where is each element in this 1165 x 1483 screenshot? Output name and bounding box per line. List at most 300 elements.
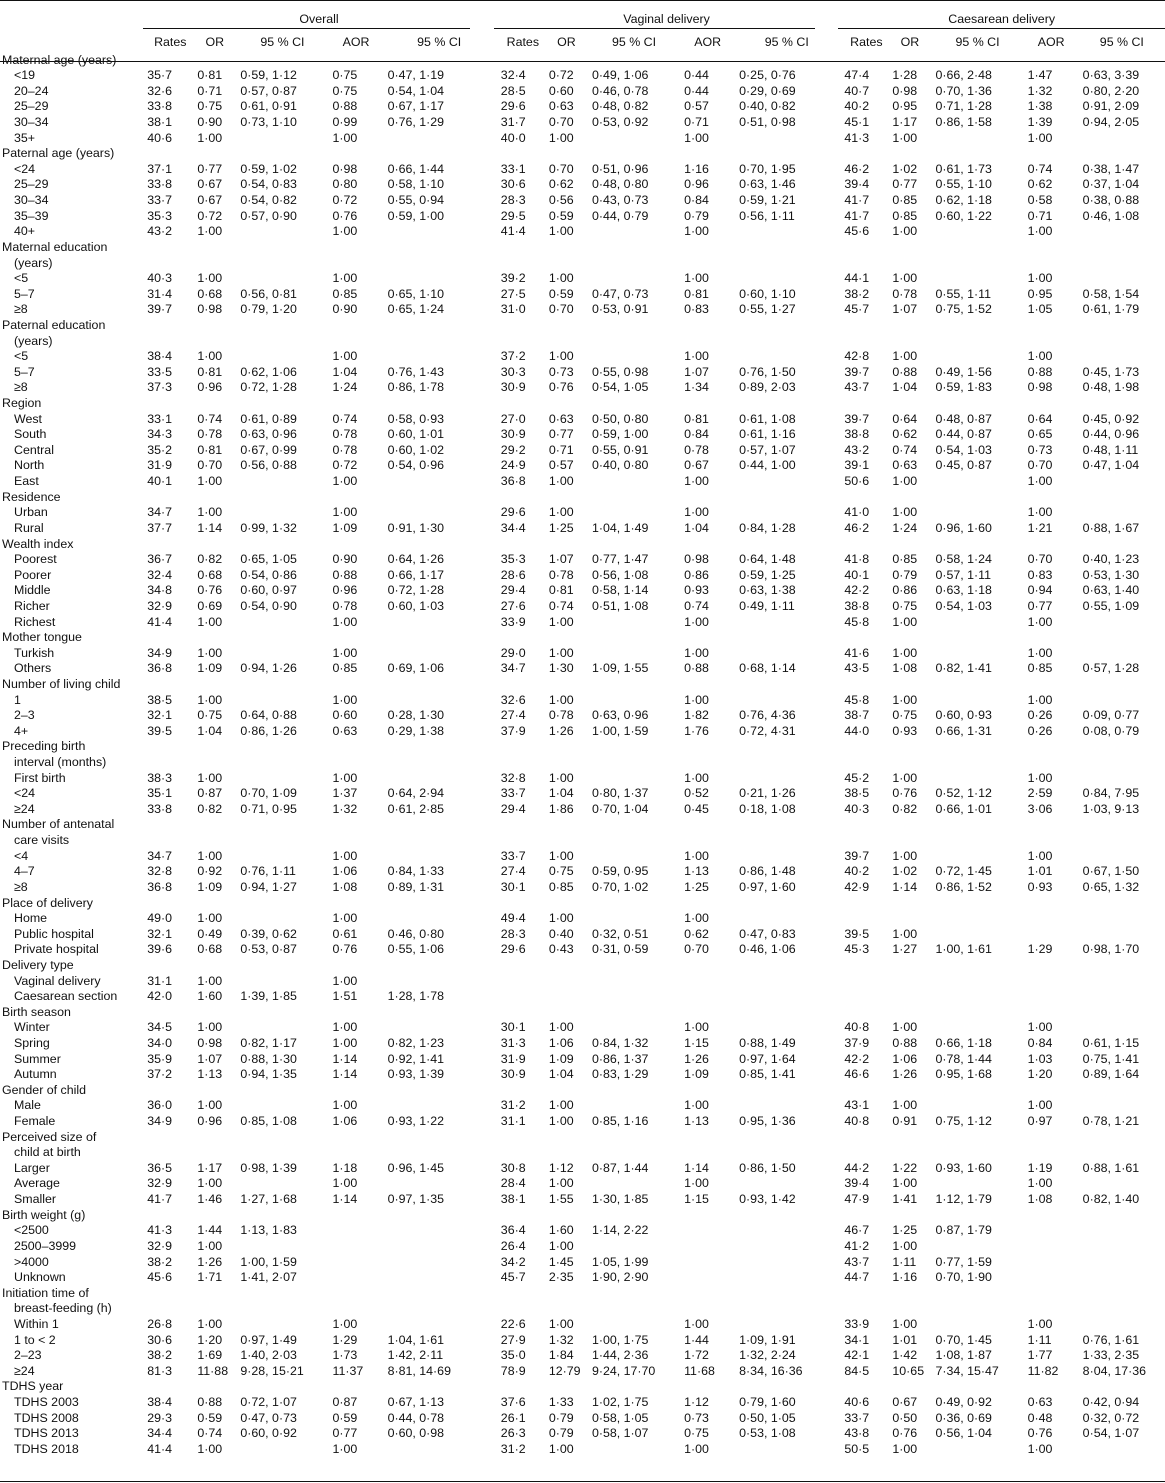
table-row	[0, 98, 1165, 114]
cell-vaginal-or: 1·00	[548, 271, 574, 286]
cell-vaginal-rates: 39·2	[500, 271, 526, 286]
row-label: 30–34	[14, 115, 49, 130]
cell-vaginal-ci: 0·70, 1·02	[591, 879, 649, 894]
cell-overall-ci: 0·54, 0·82	[240, 193, 297, 208]
cell-overall-aci: 0·46, 0·80	[387, 926, 445, 941]
cell-overall-rates: 35·3	[147, 208, 173, 223]
cell-vaginal-aor: 0·96	[684, 177, 709, 192]
cell-overall-or: 0·74	[197, 411, 223, 426]
cell-vaginal-or: 0·78	[548, 567, 574, 582]
cell-vaginal-ci: 1·09, 1·55	[591, 661, 649, 676]
cell-overall-rates: 35·2	[147, 442, 173, 457]
col-header-vaginal-or: OR	[557, 35, 576, 49]
table-row	[0, 988, 1165, 1004]
cell-overall-aor: 0·75	[332, 68, 358, 83]
cell-caesarean-aci	[1079, 925, 1165, 941]
cell-caesarean-or: 1·00	[892, 1441, 918, 1456]
cell-overall-aor: 1·00	[332, 848, 358, 863]
section-filler	[143, 535, 1165, 551]
cell-vaginal-or: 1·00	[548, 1176, 574, 1191]
cell-overall-ci: 0·99, 1·32	[240, 520, 297, 535]
cell-overall-rates: 33·1	[147, 411, 173, 426]
row-label: >4000	[14, 1254, 49, 1269]
row-label: TDHS 2003	[14, 1395, 79, 1410]
cell-overall-or: 0·96	[197, 1114, 223, 1129]
cell-vaginal-aci	[735, 769, 838, 785]
cell-caesarean-or: 1·00	[892, 505, 918, 520]
cell-vaginal-rates: 36·8	[500, 474, 526, 489]
cell-overall-ci: 0·70, 1·09	[240, 786, 297, 801]
cell-caesarean-or: 0·74	[892, 442, 918, 457]
cell-vaginal-or: 2·35	[548, 1270, 574, 1285]
cell-caesarean-ci	[931, 1315, 1023, 1331]
cell-caesarean-or: 0·67	[892, 1395, 918, 1410]
cell-vaginal-aor: 0·45	[684, 801, 709, 816]
overall-underline	[143, 28, 470, 29]
cell-caesarean-ci	[931, 504, 1023, 520]
cell-vaginal-aci	[735, 1269, 838, 1285]
cell-caesarean-aor: 0·98	[1027, 380, 1053, 395]
cell-vaginal-ci: 0·59, 0·95	[591, 864, 649, 879]
cell-caesarean-aci	[1079, 1440, 1165, 1456]
cell-overall-aci	[384, 1019, 495, 1035]
cell-caesarean-or: 1·16	[892, 1270, 918, 1285]
table-row	[0, 1112, 1165, 1128]
cell-vaginal-ci: 1·00, 1·75	[591, 1332, 649, 1347]
section-label: Number of antenatal	[2, 817, 115, 832]
cell-vaginal-aor: 1·09	[684, 1067, 709, 1082]
section-label: (years)	[14, 333, 53, 348]
cell-vaginal-aci	[735, 1175, 838, 1191]
section-filler	[143, 1300, 1165, 1316]
row-label: South	[14, 427, 47, 442]
section-filler	[143, 1378, 1165, 1394]
cell-caesarean-aor: 1·00	[1027, 1176, 1053, 1191]
cell-caesarean-aor: 1·00	[1027, 1098, 1053, 1113]
col-header-caesarean-rates: Rates	[850, 35, 883, 49]
row-label: Male	[14, 1098, 41, 1113]
cell-overall-aor: 1·00	[332, 349, 358, 364]
cell-overall-ci	[236, 270, 328, 286]
cell-overall-aor: 0·63	[332, 723, 358, 738]
cell-caesarean-rates: 38·5	[844, 786, 870, 801]
cell-vaginal-aci: 0·63, 1·46	[739, 177, 796, 192]
cell-vaginal-aor: 0·62	[684, 926, 709, 941]
cell-vaginal-or: 1·00	[548, 770, 574, 785]
cell-overall-aci	[384, 1253, 495, 1269]
section-filler	[143, 831, 1165, 847]
cell-overall-or: 1·14	[197, 520, 223, 535]
cell-overall-aor: 1·73	[332, 1348, 358, 1363]
cell-overall-rates: 37·7	[147, 520, 173, 535]
cell-vaginal-rates: 28·3	[500, 926, 526, 941]
section-row	[0, 51, 1165, 67]
cell-caesarean-rates: 41·0	[844, 505, 870, 520]
cell-vaginal-rates: 27·9	[500, 1332, 526, 1347]
cell-caesarean-or: 1·00	[892, 1238, 918, 1253]
cell-vaginal-rates: 33·1	[500, 161, 526, 176]
cell-vaginal-aor: 1·13	[684, 1114, 709, 1129]
cell-vaginal-aci: 0·51, 0·98	[739, 115, 796, 130]
cell-overall-rates: 40·1	[147, 474, 173, 489]
cell-vaginal-ci: 0·43, 0·73	[591, 193, 649, 208]
cell-caesarean-aci	[1079, 1019, 1165, 1035]
table-row	[0, 1159, 1165, 1175]
cell-caesarean-ci: 0·36, 0·69	[935, 1410, 992, 1425]
cell-vaginal-or: 1·00	[548, 224, 574, 239]
table-row	[0, 1237, 1165, 1253]
cell-vaginal-or: 1·00	[548, 614, 574, 629]
cell-vaginal-aci: 0·21, 1·26	[739, 786, 796, 801]
table-row	[0, 722, 1165, 738]
cell-overall-aci: 0·60, 1·03	[387, 598, 445, 613]
cell-caesarean-or: 0·91	[892, 1114, 918, 1129]
row-label: 1 to < 2	[14, 1332, 56, 1347]
cell-vaginal-aci: 1·32, 2·24	[739, 1348, 796, 1363]
cell-vaginal-ci: 0·31, 0·59	[591, 942, 649, 957]
cell-overall-aor	[329, 1253, 384, 1269]
cell-overall-aci: 0·76, 1·29	[387, 115, 445, 130]
cell-caesarean-or: 0·98	[892, 83, 918, 98]
cell-overall-or: 0·74	[197, 1426, 223, 1441]
table-row	[0, 972, 1165, 988]
cell-overall-rates: 31·4	[147, 286, 173, 301]
cell-overall-rates: 38·5	[147, 692, 173, 707]
table-row	[0, 1331, 1165, 1347]
cell-vaginal-or: 1·60	[548, 1223, 574, 1238]
col-header-vaginal-aor: AOR	[694, 35, 722, 49]
cell-caesarean-aci	[1079, 223, 1165, 239]
cell-caesarean-aci: 0·89, 1·64	[1082, 1067, 1140, 1082]
cell-vaginal-ci: 0·48, 0·80	[591, 177, 649, 192]
cell-vaginal-aor: 0·98	[684, 552, 709, 567]
section-row	[0, 238, 1165, 254]
table-row	[0, 207, 1165, 223]
table-row	[0, 1315, 1165, 1331]
cell-overall-aci	[384, 1315, 495, 1331]
cell-overall-aor: 0·76	[332, 208, 358, 223]
section-row	[0, 1300, 1165, 1316]
cell-caesarean-or: 1·00	[892, 614, 918, 629]
row-label: TDHS 2008	[14, 1410, 79, 1425]
cell-vaginal-ci: 0·54, 1·05	[591, 380, 649, 395]
row-label: Within 1	[14, 1316, 59, 1331]
cell-caesarean-aor: 0·85	[1027, 661, 1053, 676]
section-filler	[143, 816, 1165, 832]
section-label: Maternal education	[2, 239, 108, 254]
cell-overall-rates: 30·6	[147, 1332, 173, 1347]
cell-caesarean-ci	[931, 691, 1023, 707]
cell-vaginal-ci: 9·24, 17·70	[591, 1363, 656, 1378]
cell-caesarean-ci: 0·54, 1·03	[935, 598, 992, 613]
cell-caesarean-aci	[1079, 472, 1165, 488]
cell-overall-or: 0·81	[197, 364, 223, 379]
row-label: Winter	[14, 1020, 50, 1035]
cell-vaginal-rates: 33·7	[500, 786, 526, 801]
cell-overall-ci: 0·73, 1·10	[240, 115, 297, 130]
cell-vaginal-or: 0·62	[548, 177, 574, 192]
cell-caesarean-or: 1·27	[892, 942, 918, 957]
cell-overall-ci: 0·94, 1·35	[240, 1067, 297, 1082]
cell-caesarean-rates: 40·1	[844, 567, 870, 582]
section-filler	[143, 1081, 1165, 1097]
cell-overall-aor: 1·00	[332, 645, 358, 660]
cell-caesarean-rates: 44·2	[844, 1160, 870, 1175]
cell-overall-aci: 0·55, 1·06	[387, 942, 445, 957]
cell-caesarean-ci	[931, 847, 1023, 863]
row-label: West	[14, 411, 42, 426]
cell-vaginal-rates: 32·6	[500, 692, 526, 707]
cell-caesarean-aor	[1024, 910, 1079, 926]
table-row	[0, 1175, 1165, 1191]
cell-vaginal-rates: 26·3	[500, 1426, 526, 1441]
cell-vaginal-rates: 32·4	[500, 68, 526, 83]
cell-overall-aor: 1·14	[332, 1067, 358, 1082]
cell-overall-ci: 0·65, 1·05	[240, 552, 297, 567]
table-row	[0, 1269, 1165, 1285]
cell-overall-aor: 1·18	[332, 1160, 358, 1175]
cell-vaginal-rates	[495, 988, 545, 1004]
cell-caesarean-or: 1·00	[892, 770, 918, 785]
cell-caesarean-aor: 0·74	[1027, 161, 1053, 176]
cell-overall-rates: 31·9	[147, 458, 173, 473]
cell-caesarean-ci: 0·55, 1·10	[935, 177, 992, 192]
cell-vaginal-ci: 0·59, 1·00	[591, 427, 649, 442]
table-row	[0, 1393, 1165, 1409]
cell-overall-or: 11·88	[197, 1363, 229, 1378]
cell-caesarean-aci: 0·48, 1·98	[1082, 380, 1140, 395]
cell-vaginal-rates: 28·5	[500, 83, 526, 98]
cell-caesarean-ci: 0·66, 1·01	[935, 801, 992, 816]
cell-vaginal-rates: 27·5	[500, 286, 526, 301]
cell-caesarean-aci: 0·54, 1·07	[1082, 1426, 1140, 1441]
cell-caesarean-ci: 0·71, 1·28	[935, 99, 992, 114]
cell-vaginal-aci: 0·61, 1·08	[739, 411, 796, 426]
cell-vaginal-ci: 0·58, 1·05	[591, 1410, 649, 1425]
cell-overall-aor: 1·24	[332, 380, 358, 395]
cell-vaginal-aor: 0·83	[684, 302, 709, 317]
cell-vaginal-ci	[588, 972, 680, 988]
cell-vaginal-rates: 31·0	[500, 302, 526, 317]
cell-overall-rates: 41·7	[147, 1192, 173, 1207]
cell-vaginal-ci: 0·86, 1·37	[591, 1051, 649, 1066]
cell-overall-aci: 0·72, 1·28	[387, 583, 445, 598]
row-label: <24	[14, 786, 36, 801]
row-label: 20–24	[14, 83, 49, 98]
cell-caesarean-ci: 0·86, 1·52	[935, 879, 992, 894]
cell-vaginal-aor: 1·07	[684, 364, 709, 379]
cell-caesarean-or: 0·95	[892, 99, 918, 114]
table-row	[0, 566, 1165, 582]
cell-overall-ci: 0·61, 0·89	[240, 411, 297, 426]
cell-caesarean-aci	[1079, 1269, 1165, 1285]
cell-overall-aci: 0·65, 1·24	[387, 302, 445, 317]
cell-vaginal-rates: 38·1	[500, 1192, 526, 1207]
cell-overall-or: 1·69	[197, 1348, 223, 1363]
cell-overall-or: 0·81	[197, 442, 223, 457]
cell-overall-aci	[384, 223, 495, 239]
cell-caesarean-rates: 42·8	[844, 349, 870, 364]
cell-overall-or: 1·09	[197, 879, 223, 894]
cell-overall-aci	[384, 910, 495, 926]
cell-vaginal-aci	[735, 972, 838, 988]
cell-vaginal-rates: 28·6	[500, 567, 526, 582]
section-label: TDHS year	[2, 1379, 64, 1394]
cell-overall-ci	[236, 129, 328, 145]
cell-overall-aci: 0·93, 1·39	[387, 1067, 445, 1082]
cell-vaginal-or: 1·00	[548, 1238, 574, 1253]
cell-vaginal-or: 1·32	[548, 1332, 574, 1347]
cell-caesarean-rates: 39·7	[844, 848, 870, 863]
cell-caesarean-ci: 0·60, 0·93	[935, 708, 992, 723]
corner-cell	[0, 0, 143, 28]
cell-vaginal-aci: 0·63, 1·38	[739, 583, 796, 598]
cell-vaginal-aci: 0·93, 1·42	[739, 1192, 796, 1207]
table-row	[0, 426, 1165, 442]
cell-vaginal-aor: 1·00	[684, 770, 709, 785]
cell-vaginal-aor: 1·00	[684, 271, 709, 286]
cell-caesarean-or: 0·64	[892, 411, 918, 426]
cell-caesarean-aci: 0·91, 2·09	[1082, 99, 1140, 114]
cell-caesarean-or: 1·00	[892, 1316, 918, 1331]
col-header-overall-rates: Rates	[154, 35, 187, 49]
cell-vaginal-rates: 41·4	[500, 224, 526, 239]
cell-vaginal-ci: 0·53, 0·92	[591, 115, 649, 130]
cell-caesarean-ci: 1·08, 1·87	[935, 1348, 992, 1363]
section-filler	[143, 1128, 1165, 1144]
cell-overall-aci: 0·97, 1·35	[387, 1192, 445, 1207]
cell-caesarean-ci: 0·63, 1·18	[935, 583, 992, 598]
cell-caesarean-aci: 0·37, 1·04	[1082, 177, 1140, 192]
cell-overall-ci	[236, 504, 328, 520]
cell-caesarean-or: 1·00	[892, 1176, 918, 1191]
cell-caesarean-rates: 38·2	[844, 286, 870, 301]
cell-caesarean-or: 1·06	[892, 1051, 918, 1066]
row-label: TDHS 2018	[14, 1441, 79, 1456]
row-label: First birth	[14, 770, 66, 785]
cell-vaginal-or: 0·59	[548, 208, 574, 223]
cell-caesarean-rates: 44·0	[844, 723, 870, 738]
table-row	[0, 878, 1165, 894]
cell-vaginal-aor: 0·71	[684, 115, 709, 130]
cell-vaginal-ci: 0·50, 0·80	[591, 411, 649, 426]
cell-vaginal-aci	[735, 223, 838, 239]
cell-vaginal-aor	[680, 988, 735, 1004]
cell-vaginal-aci: 0·18, 1·08	[739, 801, 796, 816]
cell-vaginal-or: 0·70	[548, 161, 574, 176]
cell-vaginal-rates: 33·7	[500, 848, 526, 863]
row-label: ≥8	[14, 380, 28, 395]
cell-vaginal-or: 0·57	[548, 458, 574, 473]
cell-caesarean-ci: 0·82, 1·41	[935, 661, 992, 676]
cell-vaginal-aor: 1·00	[684, 614, 709, 629]
cell-vaginal-aor: 1·00	[684, 130, 709, 145]
cell-caesarean-ci: 0·60, 1·22	[935, 208, 992, 223]
table-row	[0, 176, 1165, 192]
cell-caesarean-or: 1·24	[892, 520, 918, 535]
cell-overall-or: 1·04	[197, 723, 223, 738]
cell-overall-aor: 1·00	[332, 130, 358, 145]
cell-caesarean-aci	[1079, 988, 1165, 1004]
cell-vaginal-ci: 0·80, 1·37	[591, 786, 649, 801]
section-row	[0, 1206, 1165, 1222]
cell-overall-or: 0·88	[197, 1395, 223, 1410]
cell-vaginal-aor: 1·00	[684, 505, 709, 520]
cell-overall-aci: 0·60, 1·02	[387, 442, 445, 457]
cell-overall-or: 1·71	[197, 1270, 223, 1285]
cell-vaginal-aci	[735, 988, 838, 1004]
cell-overall-ci: 9·28, 15·21	[240, 1363, 304, 1378]
section-label: Paternal education	[2, 317, 106, 332]
cell-caesarean-aci: 0·88, 1·61	[1082, 1160, 1140, 1175]
cell-caesarean-aci	[1079, 1097, 1165, 1113]
cell-vaginal-aci	[735, 472, 838, 488]
cell-vaginal-ci: 0·51, 0·96	[591, 161, 649, 176]
cell-overall-ci	[236, 613, 328, 629]
cell-vaginal-aci	[735, 1019, 838, 1035]
cell-caesarean-or: 1·01	[892, 1332, 918, 1347]
cell-caesarean-or: 1·00	[892, 926, 918, 941]
table-row	[0, 191, 1165, 207]
cell-caesarean-aor: 1·00	[1027, 1441, 1053, 1456]
cell-caesarean-aor: 1·00	[1027, 130, 1053, 145]
cell-vaginal-or: 0·85	[548, 879, 574, 894]
cell-vaginal-or: 0·81	[548, 583, 574, 598]
cell-overall-or: 1·00	[197, 973, 223, 988]
cell-overall-ci: 0·60, 0·97	[240, 583, 297, 598]
cell-caesarean-rates: 45·3	[844, 942, 870, 957]
cell-vaginal-aor: 1·00	[684, 848, 709, 863]
cell-caesarean-ci: 0·55, 1·11	[935, 286, 992, 301]
cell-caesarean-aor: 0·94	[1027, 583, 1053, 598]
section-row	[0, 316, 1165, 332]
cell-caesarean-ci	[931, 925, 1023, 941]
cell-vaginal-rates: 30·8	[500, 1160, 526, 1175]
cell-caesarean-aor: 0·97	[1027, 1114, 1053, 1129]
cell-overall-rates: 26·8	[147, 1316, 173, 1331]
cell-overall-or: 1·07	[197, 1051, 223, 1066]
cell-vaginal-ci	[588, 644, 680, 660]
cell-vaginal-aor: 0·70	[684, 942, 709, 957]
cell-vaginal-rates: 26·4	[500, 1238, 526, 1253]
row-label: Private hospital	[14, 942, 99, 957]
cell-overall-or: 1·44	[197, 1223, 223, 1238]
col-header-overall-aci: 95 % CI	[417, 35, 462, 49]
cell-caesarean-rates: 43·1	[844, 1098, 870, 1113]
cell-vaginal-rates: 35·0	[500, 1348, 526, 1363]
cell-overall-rates: 34·9	[147, 1114, 173, 1129]
cell-caesarean-rates: 46·2	[844, 161, 870, 176]
col-header-overall-aor: AOR	[342, 35, 370, 49]
cell-overall-aci: 0·76, 1·43	[387, 364, 445, 379]
cell-vaginal-aor: 0·78	[684, 442, 709, 457]
cell-caesarean-aor: 1·00	[1027, 1020, 1053, 1035]
cell-vaginal-rates: 29·0	[500, 645, 526, 660]
section-row	[0, 535, 1165, 551]
cell-vaginal-aci: 0·68, 1·14	[739, 661, 796, 676]
cell-caesarean-aci: 0·47, 1·04	[1082, 458, 1140, 473]
cell-caesarean-ci: 0·70, 1·90	[935, 1270, 992, 1285]
table-row	[0, 1034, 1165, 1050]
table-row	[0, 519, 1165, 535]
cell-overall-rates: 49·0	[147, 911, 173, 926]
cell-overall-aci	[384, 972, 495, 988]
cell-overall-aor: 0·78	[332, 427, 358, 442]
cell-overall-rates: 34·4	[147, 1426, 173, 1441]
cell-caesarean-aor: 1·00	[1027, 474, 1053, 489]
cell-overall-ci: 0·56, 0·81	[240, 286, 297, 301]
cell-vaginal-or: 1·55	[548, 1192, 574, 1207]
